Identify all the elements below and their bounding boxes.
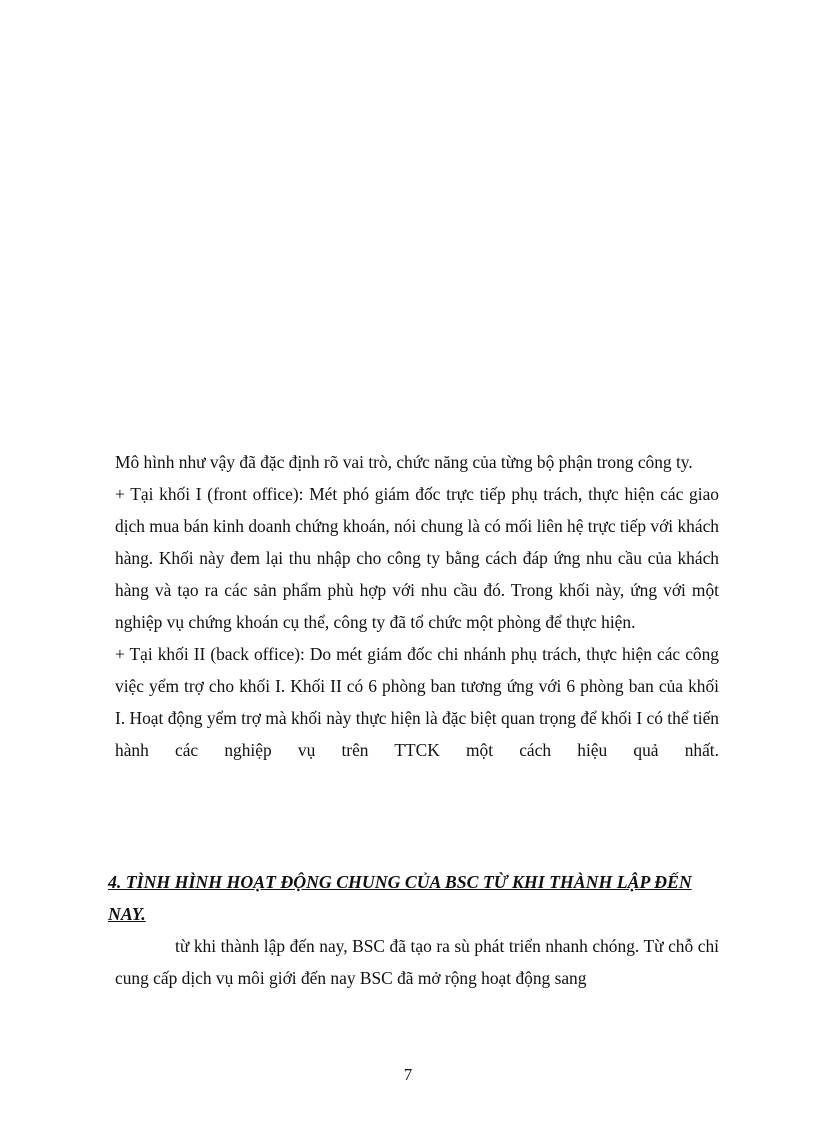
body-text-block [115, 446, 719, 766]
paragraph-back-office: + Tại khối II (back office): Do mét giám đốc chi nhánh phụ trách, thực hiện các công việc yểm trợ cho khối I. Khối II có 6 phòng ban tương ứng với 6 phòng ban của khối I. Hoạt động yểm trợ mà khối này thực hiện là đặc biệt quan trọng để khối I có thể tiến hành các nghiệp vụ trên TTCK một cách hiệu quả nhất. [115, 644, 719, 760]
section-heading: 4. TÌNH HÌNH HOẠT ĐỘNG CHUNG CỦA BSC TỪ KHI THÀNH LẬP ĐẾN NAY. [108, 872, 692, 924]
paragraph-front-office: + Tại khối I (front office): Mét phó giám đốc trực tiếp phụ trách, thực hiện các giao dịch mua bán kinh doanh chứng khoán, nói chung là có mối liên hệ trực tiếp với khách hàng. Khối này đem lại thu nhập cho công ty bằng cách đáp ứng nhu cầu của khách hàng và tạo ra các sản phẩm phù hợp với nhu cầu đó. Trong khối này, ứng với một nghiệp vụ chứng khoán cụ thể, công ty đã tổ chức một phòng để thực hiện. [115, 484, 719, 632]
body-text-block-2 [115, 930, 719, 994]
page-number: 7 [403, 1065, 413, 1084]
paragraph-development: từ khi thành lập đến nay, BSC đã tạo ra sù phát triển nhanh chóng. Từ chỗ chỉ cung cấp dịch vụ môi giới đến nay BSC đã mở rộng hoạt động sang [115, 936, 719, 988]
paragraph-model-roles: Mô hình như vậy đã đặc định rõ vai trò, chức năng của từng bộ phận trong công ty. [115, 452, 693, 472]
